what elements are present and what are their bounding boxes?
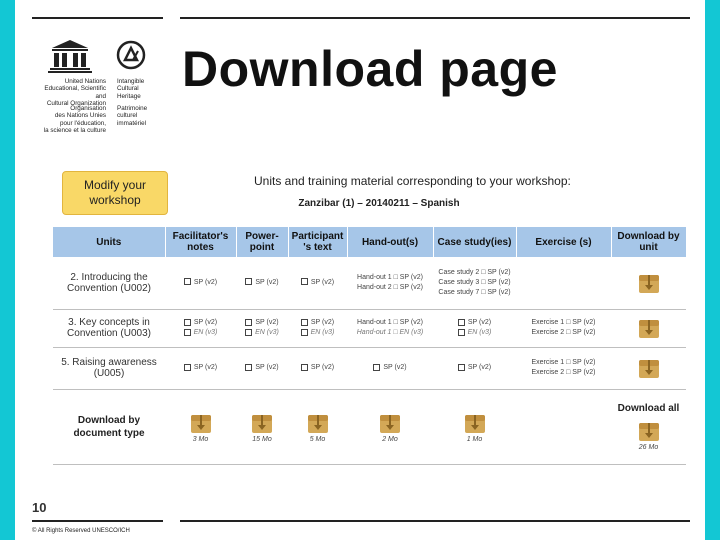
unit-name: 3. Key concepts in Convention (U003) [53, 309, 165, 347]
column-header: Download by unit [611, 227, 686, 257]
bottom-rule-right [180, 520, 690, 522]
type-download[interactable] [347, 389, 433, 464]
workshop-subheading: Zanzibar (1) – 20140211 – Spanish [298, 198, 460, 209]
type-download[interactable] [433, 389, 516, 464]
file-size: 2 Mo [382, 435, 398, 443]
download-link[interactable]: Exercise 1 □ SP (v2) [531, 319, 596, 326]
type-download[interactable] [288, 389, 347, 464]
zip-download-icon[interactable] [250, 411, 274, 435]
download-link[interactable]: Exercise 2 □ SP (v2) [531, 329, 596, 336]
download-link[interactable]: SP (v2) [290, 363, 345, 373]
download-link[interactable]: SP (v2) [290, 318, 345, 328]
file-size: 1 Mo [466, 435, 483, 443]
download-link[interactable]: EN (v3) [290, 328, 345, 338]
top-rule-right [180, 17, 690, 19]
unit-name: 5. Raising awareness (U005) [53, 347, 165, 389]
logo-org-en: United Nations Educational, Scientific and Cultural Organization [44, 78, 106, 107]
type-download[interactable] [236, 389, 288, 464]
ich-emblem-icon [116, 40, 146, 70]
units-heading: Units and training material corresponding to your workshop: [254, 174, 571, 188]
download-link[interactable]: Case study 7 □ SP (v2) [438, 288, 511, 296]
download-link[interactable]: SP (v2) [238, 318, 286, 328]
download-link[interactable]: Hand-out 1 □ EN (v3) [356, 329, 424, 336]
unit-name: 2. Introducing the Convention (U002) [53, 257, 165, 309]
download-link[interactable]: EN (v3) [167, 328, 234, 338]
download-link[interactable]: SP (v2) [435, 318, 514, 328]
accent-bar-left [0, 0, 15, 540]
type-download[interactable] [165, 389, 236, 464]
column-header: Exercise (s) [516, 227, 611, 257]
zip-download-icon[interactable] [306, 411, 330, 435]
download-link[interactable]: Hand-out 2 □ SP (v2) [357, 283, 423, 291]
zip-download-icon[interactable] [637, 356, 661, 380]
zip-download-icon[interactable] [637, 419, 661, 443]
column-header: Facilitator's notes [165, 227, 236, 257]
download-by-type-label: Download by document type [53, 389, 165, 464]
column-header: Hand-out(s) [347, 227, 433, 257]
table-row [53, 309, 686, 347]
file-size: 5 Mo [309, 435, 326, 443]
download-link[interactable]: SP (v2) [238, 278, 286, 288]
download-all-label[interactable]: Download all [617, 402, 680, 414]
file-size: 3 Mo [192, 435, 209, 443]
download-link[interactable]: SP (v2) [238, 363, 286, 373]
download-link[interactable]: SP (v2) [435, 363, 514, 373]
download-link[interactable]: EN (v3) [238, 328, 286, 338]
zip-download-icon[interactable] [189, 411, 213, 435]
table-header-row [53, 227, 686, 257]
unesco-temple-icon [48, 38, 92, 74]
unesco-logo [42, 38, 154, 138]
file-size: 26 Mo [638, 443, 659, 451]
download-link[interactable]: Hand-out 1 □ SP (v2) [357, 319, 423, 326]
download-link[interactable]: SP (v2) [167, 318, 234, 328]
table-row [53, 347, 686, 389]
table-row [53, 257, 686, 309]
download-link[interactable]: Exercise 2 □ SP (v2) [531, 369, 596, 376]
download-link[interactable]: Hand-out 1 □ SP (v2) [357, 273, 423, 281]
download-link[interactable]: EN (v3) [435, 328, 514, 338]
download-link[interactable]: Case study 3 □ SP (v2) [438, 278, 511, 286]
top-rule-left [32, 17, 163, 19]
page-title: Download page [182, 41, 558, 97]
file-size: 15 Mo [252, 435, 272, 443]
download-link[interactable]: Exercise 1 □ SP (v2) [531, 359, 596, 366]
page-number: 10 [32, 500, 47, 515]
logo-org-fr: Organisation des Nations Unies pour l'éducation, la science et la culture [43, 105, 106, 134]
modify-workshop-button[interactable]: Modify your workshop [62, 171, 168, 215]
logo-heritage-fr: Patrimoine culturel immatériel [117, 105, 148, 127]
download-link[interactable]: SP (v2) [290, 278, 345, 288]
logo-heritage-en: Intangible Cultural Heritage [117, 78, 145, 100]
download-by-type-row [53, 389, 686, 464]
column-header: Case study(ies) [433, 227, 516, 257]
zip-download-icon[interactable] [463, 411, 487, 435]
download-link[interactable]: SP (v2) [167, 363, 234, 373]
zip-download-icon[interactable] [637, 271, 661, 295]
accent-bar-right [705, 0, 720, 540]
download-link[interactable]: SP (v2) [167, 278, 234, 288]
column-header: Power-point [236, 227, 288, 257]
bottom-rule-left [32, 520, 163, 522]
zip-download-icon[interactable] [378, 411, 402, 435]
download-link[interactable]: SP (v2) [349, 363, 431, 373]
download-link[interactable]: Case study 2 □ SP (v2) [438, 268, 511, 276]
column-header: Participant 's text [288, 227, 347, 257]
download-all[interactable] [611, 389, 686, 464]
copyright-notice: © All Rights Reserved UNESCO/ICH [32, 528, 130, 534]
materials-table [53, 227, 687, 465]
column-header: Units [53, 227, 165, 257]
zip-download-icon[interactable] [637, 316, 661, 340]
